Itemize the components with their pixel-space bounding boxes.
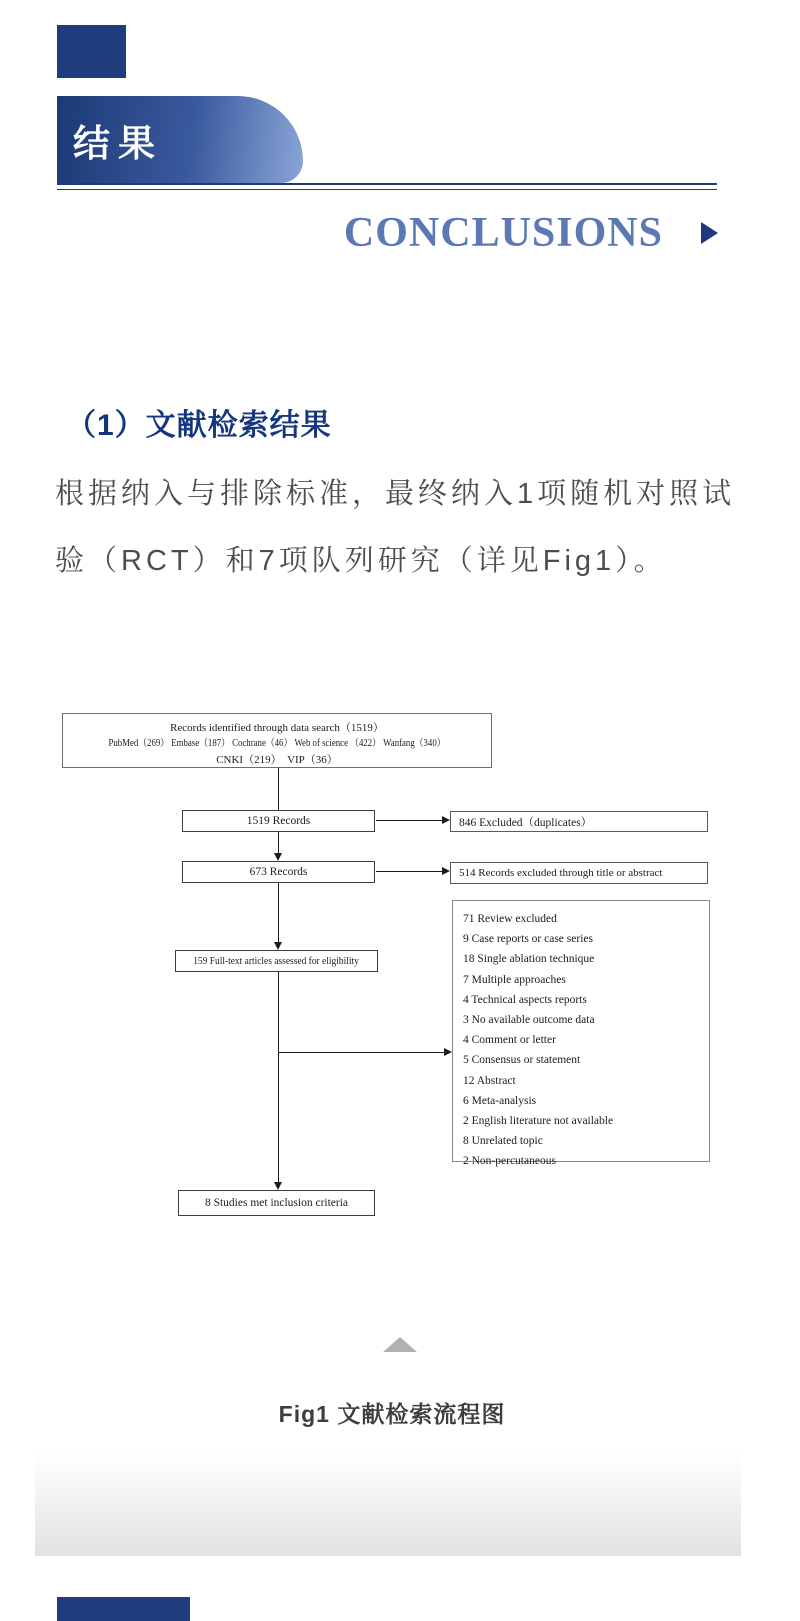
arrow-down-icon — [274, 1182, 282, 1190]
exclusion-reason: 5 Consensus or statement — [463, 1054, 581, 1067]
flowchart-text: Records identified through data search（1519） — [170, 722, 384, 734]
exclusion-reason: 2 Non-percutaneous — [463, 1155, 556, 1168]
exclusion-reason: 6 Meta-analysis — [463, 1094, 537, 1107]
exclusion-reason: 12 Abstract — [463, 1074, 516, 1087]
arrow-down-icon — [274, 853, 282, 861]
arrow-down-icon — [274, 942, 282, 950]
arrow-right-icon — [442, 867, 450, 875]
exclusion-reason: 18 Single ablation technique — [463, 953, 595, 966]
exclusion-reason: 2 English literature not available — [463, 1115, 614, 1128]
exclusion-reason: 3 No available outcome data — [463, 1014, 595, 1027]
connector-line — [278, 768, 279, 810]
flowchart-box-673-records: 673 Records — [182, 861, 375, 883]
triangle-up-icon — [383, 1337, 417, 1352]
flowchart-box-846-excluded: 846 Excluded（duplicates） — [450, 811, 708, 832]
next-section-banner-remnant — [57, 1597, 190, 1621]
paragraph-line: 验（RCT）和7项队列研究（详见Fig1）。 — [55, 545, 667, 577]
section-banner-title: 结果 — [73, 123, 163, 165]
arrow-right-icon — [442, 816, 450, 824]
section-banner — [57, 96, 303, 183]
flowchart-text: PubMed（269） Embase（187） Cochrane（46） Web of science （422） Wanfang（340） — [108, 738, 446, 749]
prisma-flowchart — [62, 713, 714, 1225]
flowchart-box-8-included: 8 Studies met inclusion criteria — [178, 1190, 375, 1216]
flowchart-box-records-identified — [62, 713, 492, 768]
exclusion-reason: 8 Unrelated topic — [463, 1135, 543, 1148]
connector-line — [376, 820, 442, 821]
flowchart-text: 159 Full-text articles assessed for eligibility — [193, 955, 360, 967]
flowchart-box-1519-records: 1519 Records — [182, 810, 375, 832]
flowchart-box-exclusion-reasons — [452, 900, 710, 1168]
exclusion-reason: 9 Case reports or case series — [463, 933, 593, 946]
flowchart-box-159-fulltext — [175, 950, 378, 972]
divider-line-bottom — [57, 189, 717, 190]
right-triangle-icon — [701, 222, 718, 244]
connector-line — [279, 1052, 444, 1053]
conclusions-row — [0, 207, 718, 259]
divider-line-top — [57, 183, 717, 185]
subsection-heading: （1）文献检索结果 — [66, 409, 332, 442]
footer-gradient-block — [35, 1452, 741, 1556]
arrow-right-icon — [444, 1048, 452, 1056]
connector-line — [278, 832, 279, 854]
connector-line — [278, 972, 279, 1183]
exclusion-reason: 71 Review excluded — [463, 913, 557, 925]
exclusion-reason: 4 Comment or letter — [463, 1034, 556, 1047]
conclusions-title: CONCLUSIONS — [343, 210, 663, 256]
flowchart-box-514-excluded: 514 Records excluded through title or abstract — [450, 862, 708, 884]
paragraph-line: 根据纳入与排除标准，最终纳入1项随机对照试 — [55, 478, 736, 510]
previous-section-banner-remnant — [57, 25, 126, 78]
figure-caption: Fig1 文献检索流程图 — [278, 1401, 506, 1427]
flowchart-text: CNKI（219） VIP（36） — [216, 754, 338, 766]
exclusion-reason: 4 Technical aspects reports — [463, 993, 587, 1006]
exclusion-reason: 7 Multiple approaches — [463, 973, 566, 986]
connector-line — [376, 871, 442, 872]
connector-line — [278, 883, 279, 943]
